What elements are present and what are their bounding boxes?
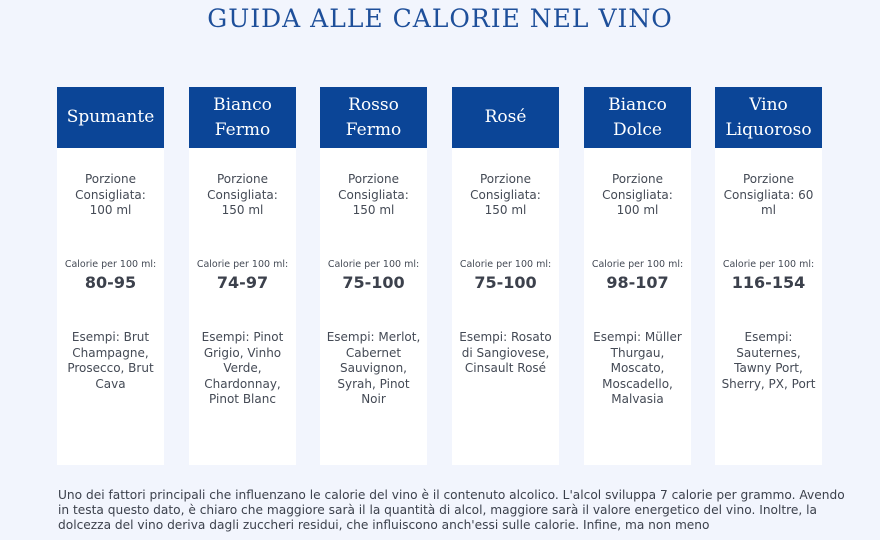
card-examples: Esempi: Sauternes, Tawny Port, Sherry, PX, Port <box>721 330 816 391</box>
card-portion: Porzione Consigliata: 60 ml <box>723 172 814 217</box>
card-calorie-value: 75-100 <box>342 273 405 292</box>
card-calorie-label: Calorie per 100 ml: <box>459 259 552 270</box>
card-examples: Esempi: Brut Champagne, Prosecco, Brut Cava <box>67 330 154 391</box>
card-portion: Porzione Consigliata: 150 ml <box>207 172 278 217</box>
card-bianco-dolce <box>584 87 691 465</box>
card-calorie-value: 98-107 <box>606 273 669 292</box>
card-calorie-value: 116-154 <box>731 273 806 292</box>
card-calorie-label: Calorie per 100 ml: <box>327 259 420 270</box>
card-bianco-fermo <box>189 87 296 465</box>
card-examples: Esempi: Pinot Grigio, Vinho Verde, Chardonnay, Pinot Blanc <box>201 330 284 406</box>
card-calorie-value: 74-97 <box>216 273 269 292</box>
card-portion: Porzione Consigliata: 100 ml <box>75 172 146 217</box>
card-examples: Esempi: Müller Thurgau, Moscato, Moscadello, Malvasia <box>593 330 682 406</box>
card-title: Rosso Fermo <box>320 87 427 148</box>
card-calorie-label: Calorie per 100 ml: <box>591 259 684 270</box>
card-portion: Porzione Consigliata: 150 ml <box>338 172 409 217</box>
intro-paragraph: Uno dei fattori principali che influenzano le calorie del vino è il contenuto alcolico. L'alcol sviluppa 7 calorie per grammo. Avendo in testa questo dato, è chiaro che maggiore sarà il la quantità di alcol, maggiore sarà il valore energetico del vino. Inoltre, la dolcezza del vino deriva dagli zuccheri residui, che influiscono anch'essi sulle calorie. Infine, ma non meno <box>58 488 845 533</box>
wine-cards <box>0 87 880 465</box>
card-examples: Esempi: Rosato di Sangiovese, Cinsault Rosé <box>459 330 552 375</box>
card-calorie-label: Calorie per 100 ml: <box>722 259 815 270</box>
card-title: Spumante <box>57 87 164 148</box>
card-calorie-label: Calorie per 100 ml: <box>64 259 157 270</box>
card-rosso-fermo <box>320 87 427 465</box>
card-spumante <box>57 87 164 465</box>
card-title: Bianco Fermo <box>189 87 296 148</box>
card-examples: Esempi: Merlot, Cabernet Sauvignon, Syrah, Pinot Noir <box>326 330 421 406</box>
card-title: Rosé <box>452 87 559 148</box>
card-calorie-value: 80-95 <box>84 273 137 292</box>
page-title: GUIDA ALLE CALORIE NEL VINO <box>207 4 673 33</box>
card-portion: Porzione Consigliata: 150 ml <box>470 172 541 217</box>
card-rose <box>452 87 559 465</box>
card-title: Bianco Dolce <box>584 87 691 148</box>
card-title: Vino Liquoroso <box>715 87 822 148</box>
card-calorie-label: Calorie per 100 ml: <box>196 259 289 270</box>
card-calorie-value: 75-100 <box>474 273 537 292</box>
card-vino-liquoroso <box>715 87 822 465</box>
card-portion: Porzione Consigliata: 100 ml <box>602 172 673 217</box>
